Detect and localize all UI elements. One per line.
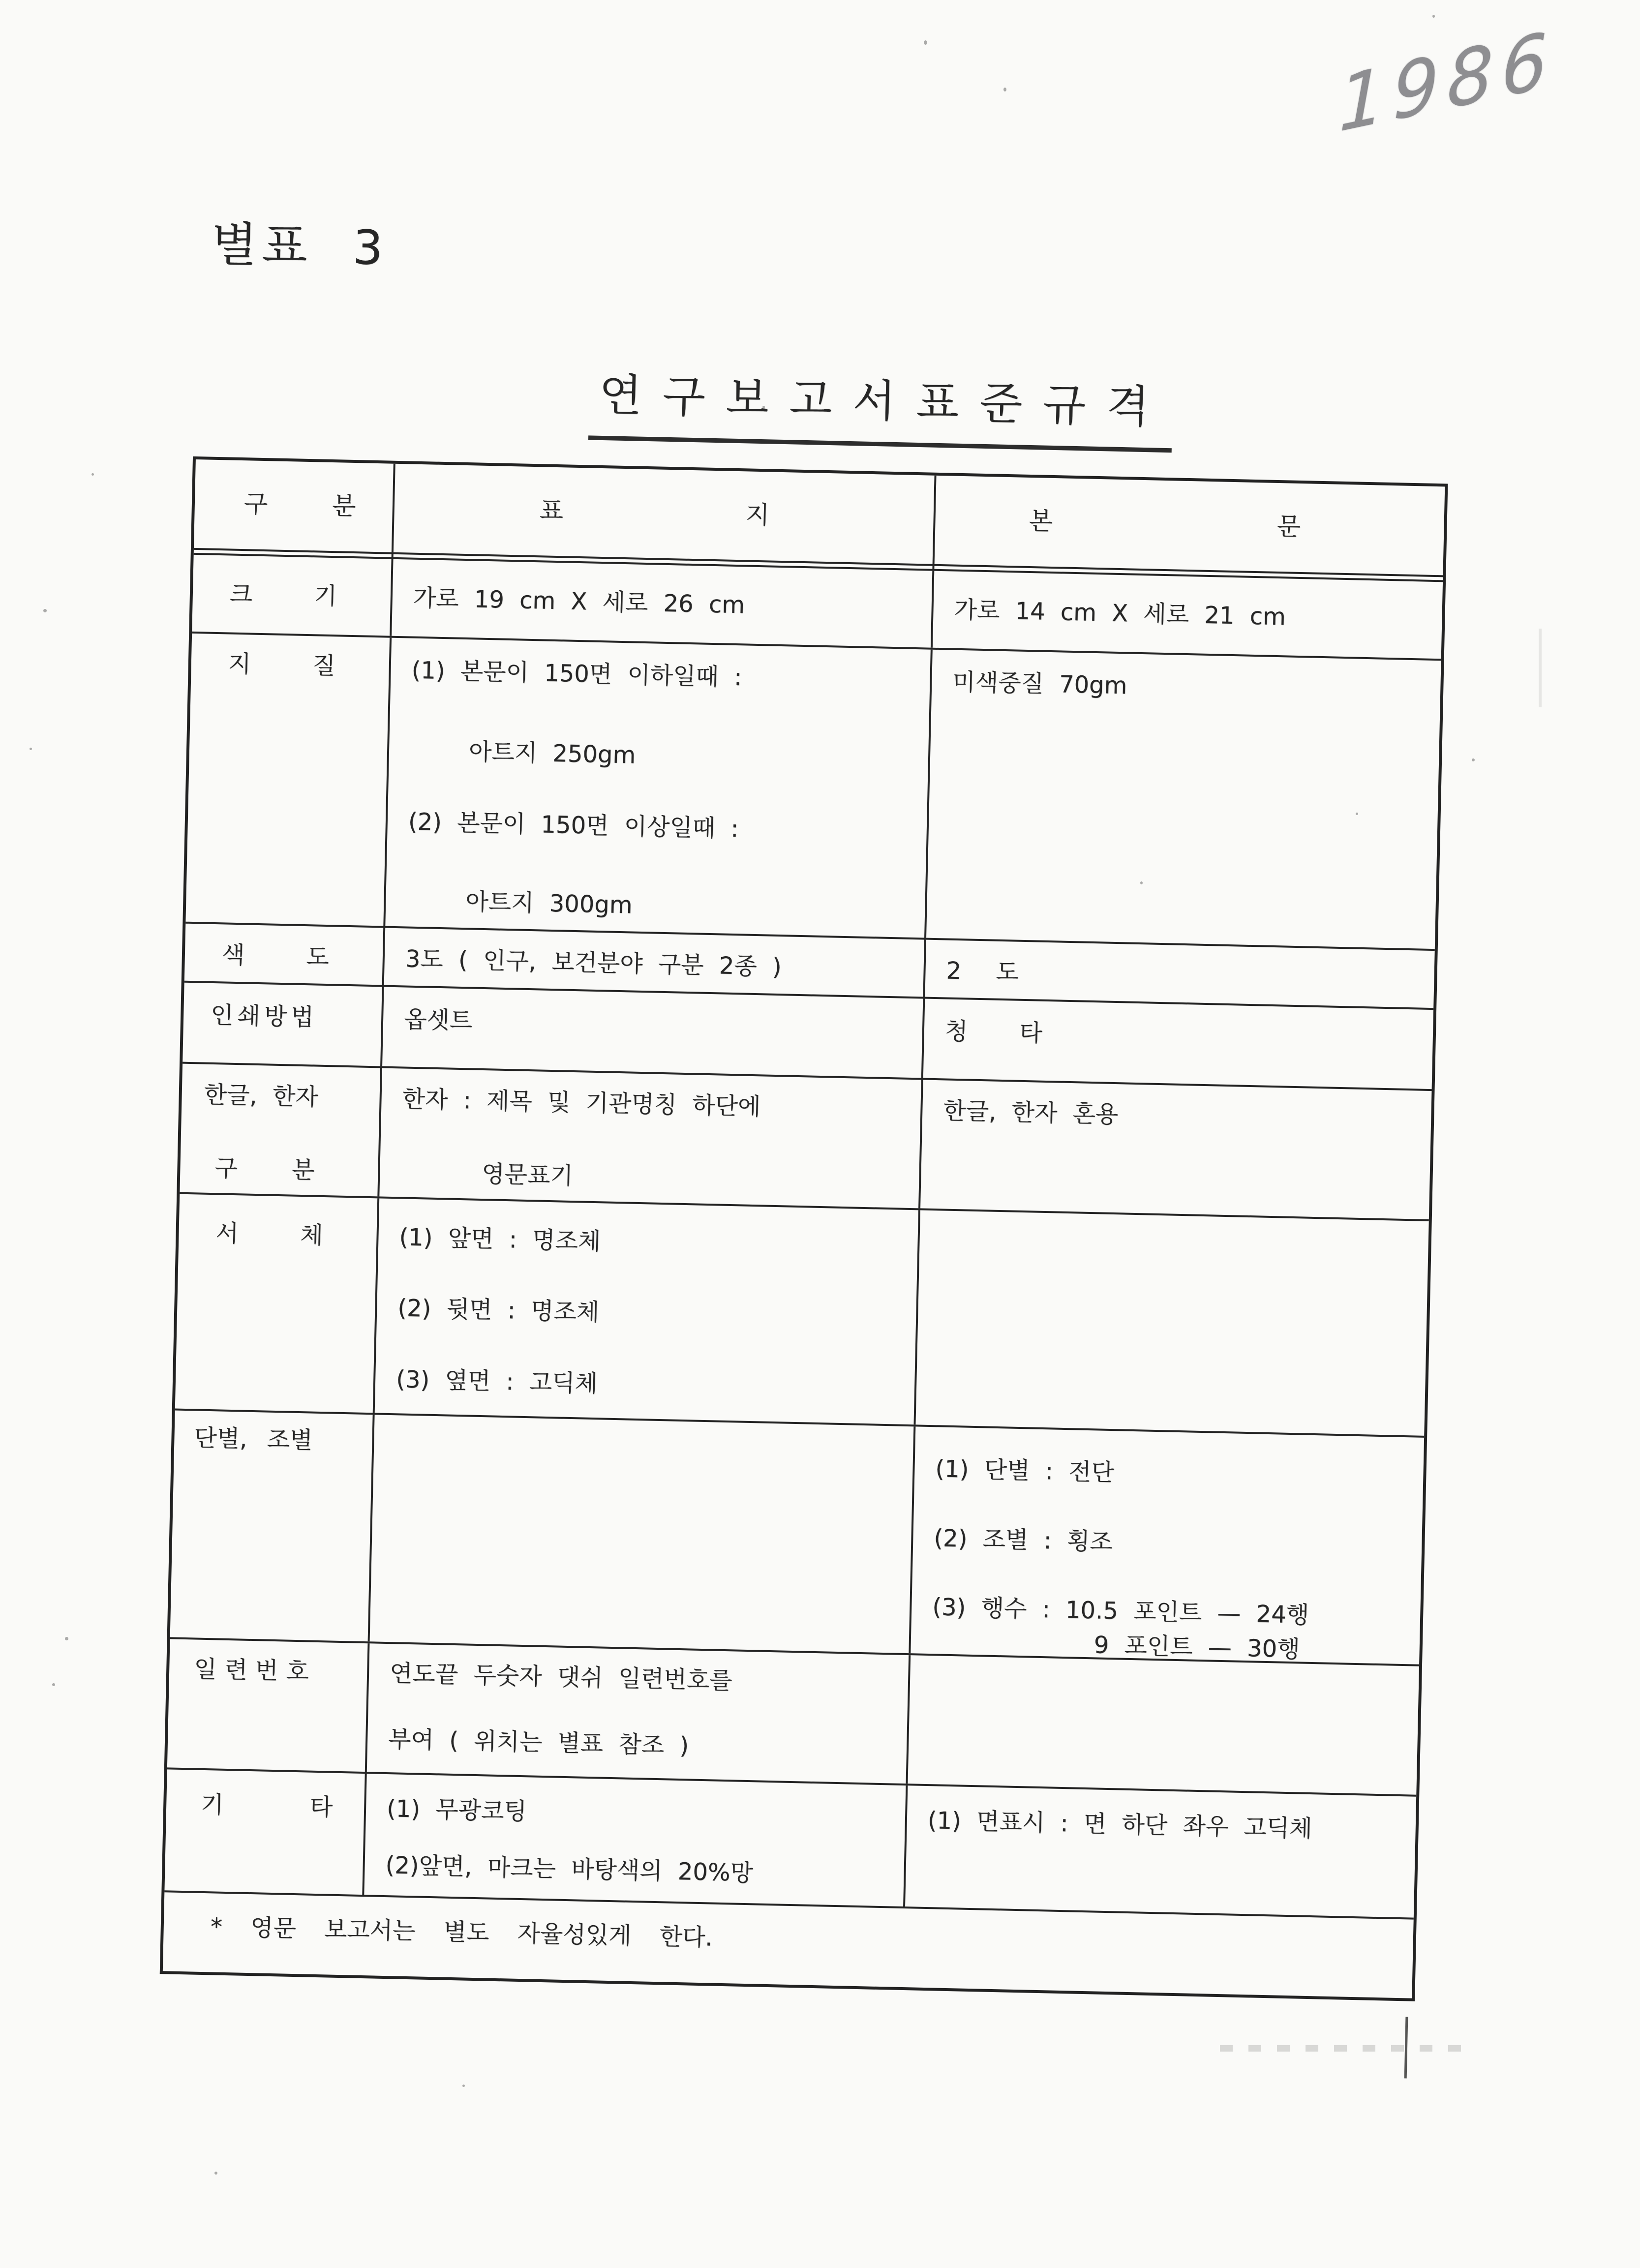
row-label-script xyxy=(180,1064,382,1197)
row-label-color: 색 도 xyxy=(184,924,385,985)
script-body-line: 한글, 한자 혼용 xyxy=(942,1097,1119,1129)
header-category: 구 분 xyxy=(194,459,395,552)
table-footnote: * 영문 보고서는 별도 자율성있게 한다. xyxy=(210,1913,713,1952)
typeface-cover-line: (1) 앞면 : 명조체 xyxy=(398,1223,601,1256)
script-label-line: 구 분 xyxy=(214,1154,315,1184)
scan-speck xyxy=(1472,758,1475,761)
cell-layout-cover xyxy=(370,1415,916,1653)
layout-body-line: (3) 행수 : 10.5 포인트 — 24행 xyxy=(932,1593,1309,1629)
paper-cover-line: (1) 본문이 150면 이하일때 : xyxy=(411,656,742,692)
script-label-line: 한글, 한자 xyxy=(204,1081,319,1111)
layout-body-line: 9 포인트 — 30행 xyxy=(1093,1631,1301,1663)
script-cover-line: 한자 : 제목 및 기관명칭 하단에 xyxy=(402,1085,761,1121)
row-label-serial: 일련번호 xyxy=(167,1639,370,1772)
cell-script-cover xyxy=(379,1068,923,1209)
scan-speck xyxy=(924,40,927,45)
scan-speck xyxy=(43,609,47,612)
scan-speck xyxy=(91,473,94,476)
cell-paper-body: 미색중질 70gm xyxy=(952,668,1127,700)
handwritten-year-note: 1986 xyxy=(1338,14,1555,150)
layout-body-line: (2) 조별 : 횡조 xyxy=(933,1524,1113,1556)
header-body: 본 문 xyxy=(1028,506,1301,541)
layout-body-line: (1) 단별 : 전단 xyxy=(935,1455,1115,1487)
etc-cover-line: (1) 무광코팅 xyxy=(386,1795,527,1826)
row-label-size: 크 기 xyxy=(192,555,393,636)
table-row-paper xyxy=(185,634,1441,951)
typeface-cover-line: (2) 뒷면 : 명조체 xyxy=(397,1294,600,1327)
serial-cover-line: 연도끝 두숫자 댓쉬 일련번호를 xyxy=(389,1660,733,1695)
scan-speck xyxy=(462,2085,465,2087)
cell-paper-cover xyxy=(385,638,933,938)
scan-speck xyxy=(1356,813,1358,815)
scan-speck xyxy=(30,748,32,750)
cell-printing-cover: 옵셋트 xyxy=(382,987,925,1078)
scan-speck xyxy=(65,1637,68,1640)
header-cover: 표 지 xyxy=(394,464,937,564)
typeface-cover-line: (3) 옆면 : 고딕체 xyxy=(395,1365,598,1398)
cell-typeface-cover xyxy=(375,1198,920,1424)
cell-serial-cover xyxy=(367,1643,911,1784)
cell-color-cover: 3도 ( 인구, 보건분야 구분 2종 ) xyxy=(384,928,926,997)
cell-etc-body xyxy=(905,1785,1416,1917)
cell-typeface-body xyxy=(915,1210,1428,1435)
scan-speck xyxy=(52,1683,55,1686)
cell-layout-body xyxy=(911,1426,1424,1664)
row-label-printing: 인쇄방법 xyxy=(182,983,384,1066)
scan-speck xyxy=(1432,15,1435,18)
cell-size-body: 가로 14 cm X 세로 21 cm xyxy=(954,596,1286,631)
cell-etc-cover xyxy=(364,1774,908,1906)
cell-printing-body: 청 타 xyxy=(944,1017,1043,1047)
serial-cover-line: 부여 ( 위치는 별표 참조 ) xyxy=(388,1725,689,1760)
paper-cover-line: 아트지 300gm xyxy=(465,888,633,919)
scan-speck xyxy=(1140,881,1143,884)
attachment-label: 별표 3 xyxy=(211,216,389,276)
cell-script-body xyxy=(920,1080,1431,1219)
document-title-wrap xyxy=(588,359,1174,453)
etc-cover-line: (2)앞면, 마크는 바탕색의 20%망 xyxy=(385,1851,754,1887)
paper-cover-line: 아트지 250gm xyxy=(468,738,636,769)
scan-speck xyxy=(1003,88,1006,91)
cell-size-cover: 가로 19 cm X 세로 26 cm xyxy=(392,559,934,648)
table-row-layout xyxy=(170,1410,1425,1666)
scan-speck xyxy=(214,2172,217,2175)
spec-table xyxy=(160,456,1448,2001)
row-label-layout: 단별, 조별 xyxy=(170,1410,375,1641)
paper-cover-line: (2) 본문이 150면 이상일때 : xyxy=(408,808,739,843)
script-cover-line: 영문표기 xyxy=(481,1160,574,1190)
row-label-typeface: 서 체 xyxy=(175,1194,379,1413)
row-label-etc: 기 타 xyxy=(164,1769,366,1895)
cell-serial-body xyxy=(908,1655,1419,1794)
etc-body-line: (1) 면표시 : 면 하단 좌우 고딕체 xyxy=(927,1807,1313,1843)
scan-speck xyxy=(762,406,765,408)
scan-smudge xyxy=(1220,2045,1461,2052)
scan-smudge xyxy=(1539,629,1542,707)
table-row-typeface xyxy=(175,1194,1429,1438)
document-title: 연구보고서표준규격 xyxy=(588,359,1174,453)
row-label-paper: 지 질 xyxy=(185,634,392,926)
cell-color-body: 2 도 xyxy=(945,957,1019,986)
